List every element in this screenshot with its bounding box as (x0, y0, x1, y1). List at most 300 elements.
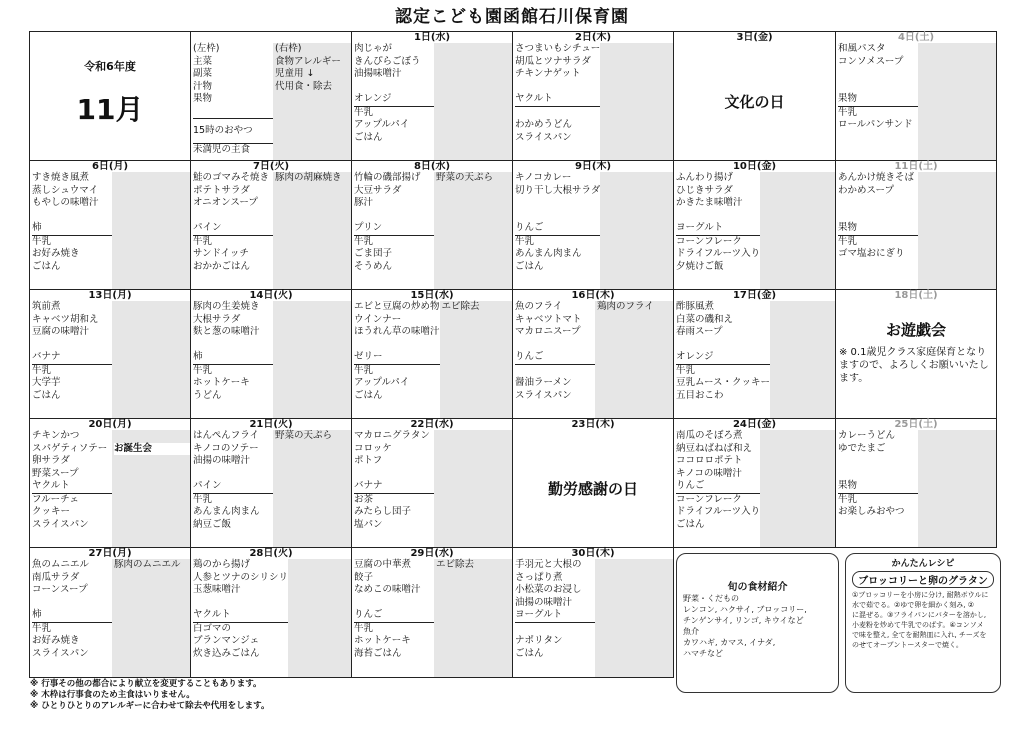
allergy-menu (434, 559, 512, 677)
day-header: 11日(土) (836, 161, 996, 172)
legend-item: 食物アレルギー (275, 55, 341, 67)
day-cell (191, 290, 352, 419)
main-menu (191, 172, 273, 289)
menu-item: おかかごはん (193, 260, 251, 272)
event-label: 勤労感謝の日 (547, 480, 638, 498)
allergy-item: 鶏肉のフライ (597, 301, 654, 312)
menu-item: サンドイッチ (193, 248, 249, 259)
menu-item: 酢豚風煮 (676, 301, 715, 312)
menu-item: キャベツ胡和え (32, 313, 99, 325)
footnote: ※ ひとりひとりのアレルギーに合わせて除去や代用をします。 (30, 701, 270, 711)
menu-item: さつまいもシチュー (515, 43, 601, 54)
allergy-menu (918, 430, 996, 547)
menu-item: 牛乳 (32, 622, 112, 636)
main-menu (513, 43, 600, 160)
menu-item: 柿 (193, 351, 203, 362)
menu-item: もやしの味噌汁 (32, 197, 99, 208)
day-header: 8日(水) (352, 161, 512, 172)
event-note: ※ 0.1歳児クラス家庭保育となりますので、よろしくお願いいたします。 (839, 347, 989, 384)
menu-item (838, 210, 918, 223)
menu-item: キノコの味噌汁 (676, 467, 742, 479)
day-header: 2日(木) (513, 32, 673, 43)
main-menu (513, 172, 600, 289)
menu-item (193, 339, 273, 352)
day-header: 21日(火) (191, 419, 351, 430)
menu-item: キャベツトマト (515, 313, 582, 325)
main-menu (352, 172, 434, 289)
allergy-item: 野菜の天ぷら (275, 430, 333, 441)
menu-item: 納豆ねばねば和え (676, 442, 753, 454)
day-header: 30日(木) (513, 548, 673, 559)
menu-item: 餃子 (354, 571, 374, 583)
day-cell (352, 161, 513, 290)
main-menu (674, 430, 760, 547)
menu-item: 魚のムニエル (32, 559, 90, 570)
menu-item: 豆腐の味噌汁 (32, 326, 90, 337)
day-cell (352, 548, 513, 678)
menu-item: お茶 (354, 493, 434, 507)
main-menu (191, 301, 273, 418)
day-cell (30, 161, 191, 290)
main-menu (674, 172, 760, 289)
menu-item: さっぱり煮 (515, 571, 563, 583)
menu-item: ごはん (354, 131, 383, 143)
menu-item: 白菜の磯和え (676, 313, 734, 325)
legend-item: 代用食・除去 (275, 80, 333, 92)
menu-item (838, 519, 918, 532)
main-menu (191, 430, 273, 547)
day-cell (674, 419, 836, 548)
recipe-box (845, 553, 1001, 693)
menu-item: スライスパン (515, 131, 572, 143)
day-header: 22日(水) (352, 419, 512, 430)
main-menu (513, 559, 595, 677)
text-line: カワハギ, カマス, イナダ, (683, 638, 776, 647)
menu-item: アップルパイ (354, 377, 410, 388)
menu-item: 豆腐の中華煮 (354, 559, 412, 570)
day-cell (191, 161, 352, 290)
day-cell (513, 548, 674, 678)
allergy-menu (600, 172, 673, 289)
menu-item: 鮭のゴマみそ焼き (193, 172, 270, 183)
menu-item: チキンかつ (32, 430, 80, 441)
menu-item (515, 210, 600, 223)
menu-item: 柿 (32, 609, 42, 620)
menu-item: エビと豆腐の炒め物 (354, 301, 440, 312)
menu-item: 南瓜サラダ (32, 571, 80, 583)
menu-item: 牛乳 (354, 235, 434, 249)
seasonal-food-box (676, 553, 839, 693)
seasonal-title: 旬の食材紹介 (727, 582, 788, 593)
menu-item: 蒸しシュウマイ (32, 184, 99, 196)
menu-item: お好み焼き (32, 248, 80, 259)
text-line: で味を整え, 全てを耐熱皿に入れ, チーズを (852, 631, 987, 639)
menu-item: ホットケーキ (354, 635, 411, 646)
allergy-item: お誕生会 (114, 443, 190, 456)
menu-item: 油揚の味噌汁 (193, 455, 251, 466)
menu-item (354, 339, 440, 352)
menu-item: 豚汁 (354, 197, 374, 208)
allergy-item: 野菜の天ぷら (436, 172, 494, 183)
menu-item: オレンジ (354, 93, 392, 104)
menu-item: 海苔ごはん (354, 647, 402, 659)
menu-item: プリン (354, 222, 383, 233)
menu-item: 納豆ご飯 (193, 518, 232, 530)
event-label: お遊戯会 (885, 321, 946, 339)
menu-item: りんご (515, 351, 544, 362)
menu-item: 小松菜のお浸し (515, 584, 582, 595)
menu-item: 牛乳 (32, 364, 112, 378)
day-cell (513, 419, 674, 548)
menu-item: はんぺんフライ (193, 430, 260, 441)
menu-item: スライスパン (32, 518, 89, 530)
menu-item: 切り干し大根サラダ (515, 184, 601, 196)
legend-item: 児童用 ↓ (275, 68, 315, 79)
menu-item: ごはん (676, 518, 705, 530)
menu-item: 筑前煮 (32, 301, 61, 312)
legend-item: 汁物 (193, 80, 213, 92)
day-header: 7日(火) (191, 161, 351, 172)
day-header: 29日(水) (352, 548, 512, 559)
menu-item (193, 210, 273, 223)
menu-item: オニオンスープ (193, 197, 258, 208)
menu-item: 五目おこわ (676, 389, 724, 401)
text-line: のせてオーブントースターで焼く。 (852, 641, 963, 649)
menu-item: かきたま味噌汁 (676, 197, 743, 208)
main-menu (352, 301, 440, 418)
allergy-menu (760, 430, 835, 547)
day-header: 9日(木) (513, 161, 673, 172)
menu-item: りんご (515, 222, 544, 233)
day-cell (30, 290, 191, 419)
menu-item: コーンスープ (32, 584, 88, 595)
day-header: 6日(月) (30, 161, 190, 172)
menu-item: 竹輪の磯部揚げ (354, 172, 421, 183)
menu-item: 胡瓜とツナサラダ (515, 55, 591, 67)
menu-item: コーンフレーク (676, 493, 760, 507)
text-line: ハマチなど (683, 649, 723, 658)
menu-item: ゆでたまご (838, 442, 886, 454)
day-header: 20日(月) (30, 419, 190, 430)
menu-item: バナナ (32, 351, 61, 362)
legend-right: (右枠) (275, 43, 302, 54)
menu-item: 牛乳 (354, 622, 434, 636)
menu-item: 夕焼けご飯 (676, 260, 724, 272)
month-label: 11月 (76, 93, 144, 126)
allergy-menu (595, 559, 673, 677)
day-cell (836, 161, 997, 290)
menu-item: 牛乳 (193, 235, 273, 249)
allergy-item: 豚肉のムニエル (114, 559, 181, 570)
menu-item (515, 339, 595, 352)
menu-item: ヤクルト (193, 609, 231, 620)
menu-item: ごま団子 (354, 248, 393, 259)
menu-item: りんご (354, 609, 383, 620)
menu-item (838, 81, 918, 94)
text-line: 小麦粉を炒めて牛乳でのばす。④コンソメ (852, 621, 984, 629)
menu-item: ココロロポテト (676, 455, 743, 466)
main-menu (30, 172, 112, 289)
legend-snack: 15時のおやつ (193, 118, 273, 143)
menu-item: みたらし団子 (354, 506, 412, 517)
menu-item: きんぴらごぼう (354, 55, 421, 67)
menu-item (193, 597, 288, 610)
page-title: 認定こども園函館石川保育園 (395, 7, 629, 27)
menu-item: ひじきサラダ (676, 184, 733, 196)
day-header: 4日(土) (836, 32, 996, 43)
menu-item: 牛乳 (32, 235, 112, 249)
menu-item: ロールパンサンド (838, 119, 913, 130)
day-header: 27日(月) (30, 548, 190, 559)
menu-item: あんかけ焼きそば (838, 172, 915, 183)
text-line: ①ブロッコリーを小房に分け, 耐熱ボウルに (852, 591, 989, 599)
menu-item: スライスパン (515, 389, 572, 401)
main-menu (836, 430, 918, 547)
menu-item: コーンフレーク (676, 235, 760, 249)
day-header: 18日(土) (836, 290, 996, 301)
menu-item: お楽しみおやつ (838, 506, 905, 517)
menu-item: ごはん (354, 389, 383, 401)
recipe-body (846, 590, 1000, 650)
main-menu (191, 559, 288, 677)
menu-item: 牛乳 (354, 106, 434, 120)
day-header: 14日(火) (191, 290, 351, 301)
allergy-menu (770, 301, 835, 418)
day-header: 23日(木) (513, 419, 673, 430)
menu-item: ふんわり揚げ (676, 172, 734, 183)
menu-item: ヨーグルト (676, 222, 724, 233)
menu-item: ごはん (32, 389, 61, 401)
main-menu (30, 559, 112, 677)
day-header: 3日(金) (674, 32, 835, 43)
day-header: 24日(金) (674, 419, 835, 430)
menu-item (838, 468, 918, 481)
menu-item (32, 597, 112, 610)
menu-item: 魚のフライ (515, 301, 563, 312)
menu-item: そうめん (354, 260, 393, 272)
allergy-menu (760, 172, 835, 289)
menu-item: ごはん (515, 647, 544, 659)
text-line: チンゲンサイ, リンゴ, キウイなど (683, 616, 804, 625)
menu-item: ポトフ (354, 455, 383, 466)
menu-item: ヤクルト (32, 480, 70, 491)
menu-item: うどん (193, 389, 222, 401)
menu-item: ヤクルト (515, 93, 553, 104)
menu-item: なめこの味噌汁 (354, 584, 421, 595)
allergy-item: エビ除去 (436, 559, 475, 570)
menu-item: フルーチェ (32, 493, 112, 507)
menu-item: 南瓜のそぼろ煮 (676, 430, 743, 441)
day-cell (836, 32, 997, 161)
menu-item: 白ゴマの (193, 622, 288, 636)
day-cell (30, 419, 191, 548)
menu-item: 果物 (838, 480, 858, 491)
day-cell (30, 548, 191, 678)
day-cell (352, 290, 513, 419)
legend-infant: 未満児の主食 (193, 143, 273, 157)
main-menu (352, 43, 434, 160)
menu-item: 春雨スープ (676, 326, 723, 337)
day-header: 13日(月) (30, 290, 190, 301)
menu-item: 牛乳 (193, 364, 273, 378)
menu-item (354, 597, 434, 610)
allergy-menu (434, 43, 512, 160)
day-cell (674, 161, 836, 290)
menu-item: ほうれん草の味噌汁 (354, 326, 440, 337)
allergy-menu (434, 172, 512, 289)
text-line: に混ぜる。③フライパンにバターを溶かし, (852, 611, 987, 619)
allergy-menu (918, 43, 996, 160)
menu-item: 野菜スープ (32, 467, 79, 479)
day-cell (836, 419, 997, 548)
day-header: 25日(土) (836, 419, 996, 430)
menu-item: スパゲティソテー (32, 442, 108, 454)
menu-item: 肉じゃが (354, 43, 393, 54)
legend-item: 果物 (193, 93, 213, 104)
day-header: 28日(火) (191, 548, 351, 559)
text-line: 水で茹でる。②ゆで卵を細かく刻み, ② (852, 601, 975, 609)
menu-item (354, 468, 434, 481)
menu-item: りんご (676, 480, 705, 491)
main-menu (513, 301, 595, 418)
menu-item (838, 261, 918, 274)
allergy-menu (273, 301, 351, 418)
menu-item: コロッケ (354, 442, 392, 454)
menu-item: パイン (193, 222, 222, 233)
menu-item: お好み焼き (32, 635, 80, 646)
menu-item (32, 339, 112, 352)
day-cell (836, 290, 997, 419)
legend-item: 副菜 (193, 68, 213, 79)
menu-item: 牛乳 (838, 106, 918, 120)
main-menu (30, 301, 112, 418)
day-cell (191, 419, 352, 548)
menu-item (515, 106, 600, 120)
main-menu (836, 43, 918, 160)
menu-item: クッキー (32, 506, 71, 517)
menu-item (354, 81, 434, 94)
main-menu (30, 430, 112, 547)
menu-item: カレーうどん (838, 430, 896, 441)
allergy-menu (288, 559, 351, 677)
legend-left: (左枠) (193, 43, 220, 54)
menu-item: 豆乳ムース・クッキー (676, 377, 771, 388)
menu-item: 醤油ラーメン (515, 377, 572, 388)
day-header: 16日(木) (513, 290, 673, 301)
menu-item (838, 197, 918, 210)
menu-item: ごはん (32, 260, 61, 272)
menu-item: 和風パスタ (838, 43, 886, 54)
menu-item (838, 455, 918, 468)
menu-item: あんまん肉まん (515, 248, 582, 259)
footnotes (30, 679, 270, 712)
main-menu (836, 172, 918, 289)
day-cell (674, 290, 836, 419)
legend-cell (191, 32, 352, 161)
day-header: 10日(金) (674, 161, 835, 172)
day-cell (513, 290, 674, 419)
menu-item: 玉葱味噌汁 (193, 584, 241, 595)
menu-item: ドライフルーツ入り (676, 248, 761, 259)
menu-item: 油揚の味噌汁 (515, 596, 573, 608)
allergy-menu (595, 301, 673, 418)
day-header: 1日(水) (352, 32, 512, 43)
menu-item: すき焼き風煮 (32, 172, 90, 183)
allergy-menu (434, 430, 512, 547)
allergy-item (114, 430, 190, 443)
menu-item: ドライフルーツ入り (676, 506, 761, 517)
menu-item: 果物 (838, 222, 858, 233)
menu-item: チキンナゲット (515, 68, 581, 79)
day-cell (513, 32, 674, 161)
era-label: 令和6年度 (84, 60, 136, 73)
recipe-name: ブロッコリーと卵のグラタン (852, 571, 994, 588)
allergy-menu (600, 43, 673, 160)
menu-item: 牛乳 (676, 364, 770, 378)
allergy-menu (112, 301, 190, 418)
menu-item: ウインナー (354, 313, 402, 325)
menu-item: 麩と葱の味噌汁 (193, 326, 260, 337)
menu-item: パイン (193, 480, 222, 491)
footnote: ※ 木枠は行事食のため主食はいりません。 (30, 690, 195, 700)
menu-item (32, 210, 112, 223)
menu-item: 油揚味噌汁 (354, 68, 402, 79)
menu-item (354, 210, 434, 223)
menu-item: 手羽元と大根の (515, 559, 582, 570)
menu-item: あんまん肉まん (193, 506, 260, 517)
menu-item: オレンジ (676, 351, 714, 362)
menu-item: わかめスープ (838, 184, 895, 196)
day-cell (513, 161, 674, 290)
menu-item: 牛乳 (193, 493, 273, 507)
main-menu (674, 301, 770, 418)
menu-item: ブランマンジェ (193, 635, 260, 646)
menu-item: 大根サラダ (193, 313, 241, 325)
menu-item: 果物 (838, 93, 858, 104)
menu-item (515, 364, 595, 378)
menu-item: 牛乳 (515, 235, 600, 249)
menu-item (515, 197, 600, 210)
menu-item: 大学芋 (32, 377, 61, 388)
menu-item (838, 132, 918, 145)
menu-item: ポテトサラダ (193, 184, 250, 196)
allergy-menu (918, 172, 996, 289)
event-label: 文化の日 (724, 93, 785, 111)
legend-item: 主菜 (193, 55, 213, 67)
day-cell (674, 32, 836, 161)
text-line: レンコン, ハクサイ, ブロッコリー, (683, 605, 807, 614)
menu-item: 牛乳 (838, 493, 918, 507)
menu-item: ホットケーキ (193, 377, 250, 388)
menu-item (676, 210, 760, 223)
day-header: 17日(金) (674, 290, 835, 301)
recipe-title: かんたんレシピ (891, 559, 955, 569)
menu-item: ごはん (515, 260, 544, 272)
month-cell (30, 32, 191, 161)
menu-item: 大豆サラダ (354, 184, 402, 196)
menu-item (838, 68, 918, 81)
allergy-item: 豚肉の胡麻焼き (275, 172, 342, 183)
menu-item: 炊き込みごはん (193, 647, 260, 659)
allergy-menu (112, 172, 190, 289)
allergy-menu (112, 559, 190, 677)
menu-item: ゼリー (354, 351, 383, 362)
menu-item: 人参とツナのシリシリ (193, 571, 289, 583)
main-menu (352, 559, 434, 677)
menu-item: キノコカレー (515, 172, 572, 183)
allergy-item: エビ除去 (441, 301, 480, 312)
main-menu (352, 430, 434, 547)
